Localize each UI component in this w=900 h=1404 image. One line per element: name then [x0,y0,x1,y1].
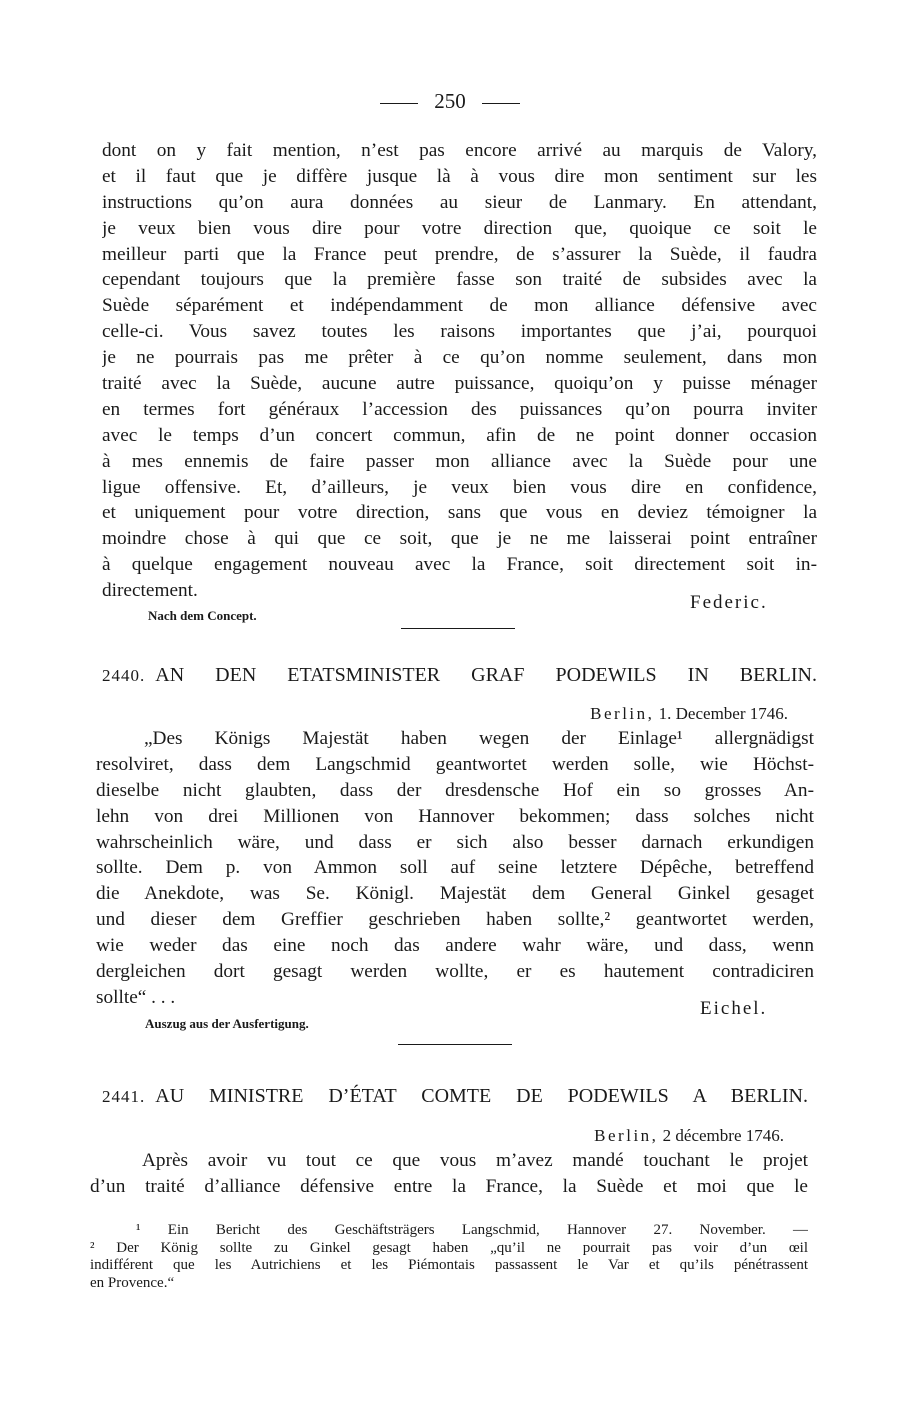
dateline-date: 2 décembre 1746. [662,1126,784,1145]
text-line: dieselbe nicht glaubten, dass der dresdensche Hof ein so grosses An- [96,779,814,801]
text-line: dergleichen dort gesagt werden wollte, er es hautement contradiciren [96,961,814,983]
section-divider [401,628,515,629]
text-line: cependant toujours que la première fasse son traité de subsides avec la [102,269,817,291]
text-line: Après avoir vu tout ce que vous m’avez mandé touchant le projet [142,1150,808,1171]
letter-number: 2440. [102,666,146,685]
letter-body-2440 [96,726,814,1011]
letter-heading-2440 [102,662,817,689]
footnote-line: indifférent que les Autrichiens et les Piémontais passassent le Var et qu’ils pénétrassent [90,1257,808,1273]
letter-number: 2441. [102,1087,146,1106]
signature-eichel: Eichel. [700,998,768,1019]
text-line: sollte“ . . . [96,986,176,1008]
text-line: celle-ci. Vous savez toutes les raisons importantes que j’ai, pourquoi [102,321,817,343]
dateline-place: Berlin, [594,1126,659,1145]
footnotes [90,1222,808,1292]
letter-heading-2441 [102,1083,808,1110]
text-line: moindre chose à qui que ce soit, que je ne me laisserai point entraîner [102,528,817,550]
text-line: et uniquement pour votre direction, sans que vous en deviez témoigner la [102,502,817,524]
text-line: avec le temps d’un concert commun, afin de ne point donner occasion [102,424,817,446]
text-line: à quelque engagement nouveau avec la France, soit directement soit in- [102,554,817,576]
text-line: resolviret, dass dem Langschmid geantwortet werden solle, wie Höchst- [96,753,814,775]
text-line: wie weder das eine noch das andere wahr wäre, und dass, wenn [96,935,814,957]
text-line: Suède séparément et indépendamment de mon alliance défensive avec [102,295,817,317]
text-line: je ne pourrais pas me prêter à ce qu’on nomme seulement, dans mon [102,347,817,369]
dateline-date: 1. December 1746. [658,704,788,723]
page-number-text: 250 [434,89,466,113]
text-line: ligue offensive. Et, d’ailleurs, je veux bien vous dire en confidence, [102,476,817,498]
letter-title: AU MINISTRE D’ÉTAT COMTE DE PODEWILS A BERLIN. [155,1085,808,1107]
letter-body-2441 [90,1148,808,1200]
text-line: à mes ennemis de faire passer mon alliance avec la Suède pour une [102,450,817,472]
page-number-dash-left [380,103,418,104]
letter-title: AN DEN ETATSMINISTER GRAF PODEWILS IN BERLIN. [155,664,817,686]
text-line: instructions qu’on aura données au sieur de Lanmary. En attendant, [102,191,817,213]
page-number [0,88,900,114]
section-divider [398,1044,512,1045]
text-line: je veux bien vous dire pour votre direction que, quoique ce soit le [102,217,817,239]
footnote-line: ¹ Ein Bericht des Geschäftsträgers Langschmid, Hannover 27. November. — [136,1222,808,1238]
text-line: dont on y fait mention, n’est pas encore arrivé au marquis de Valory, [102,140,817,161]
text-line: wahrscheinlich wäre, und dass er sich also besser darnach erkundigen [96,831,814,853]
text-line: und dieser dem Greffier geschrieben haben sollte,² geantwortet werden, [96,909,814,931]
text-line: „Des Königs Majestät haben wegen der Einlage¹ allergnädigst [144,728,814,749]
dateline-2441 [594,1125,784,1147]
source-note: Nach dem Concept. [148,608,257,623]
text-line: lehn von drei Millionen von Hannover bekommen; dass solches nicht [96,805,814,827]
text-line: meilleur parti que la France peut prendre, de s’assurer la Suède, il faudra [102,243,817,265]
dateline-2440 [590,703,788,725]
text-line: traité avec la Suède, aucune autre puissance, quoiqu’on y puisse ménager [102,373,817,395]
text-line: d’un traité d’alliance défensive entre la France, la Suède et moi que le [90,1175,808,1197]
continuation-paragraph [102,138,817,604]
signature-federic: Federic. [690,592,768,613]
text-line: en termes fort généraux l’accession des puissances qu’on pourra inviter [102,398,817,420]
text-line: sollte. Dem p. von Ammon soll auf seine letztere Dépêche, betreffend [96,857,814,879]
page-number-dash-right [482,103,520,104]
text-line: et il faut que je diffère jusque là à vous dire mon sentiment sur les [102,165,817,187]
source-note: Auszug aus der Ausfertigung. [145,1016,309,1031]
footnote-line: en Provence.“ [90,1274,175,1291]
footnote-line: ² Der König sollte zu Ginkel gesagt haben „qu’il ne pourrait pas voir d’un œil [90,1239,808,1256]
text-line: directement. [102,580,198,602]
dateline-place: Berlin, [590,704,655,723]
text-line: die Anekdote, was Se. Königl. Majestät dem General Ginkel gesaget [96,883,814,905]
